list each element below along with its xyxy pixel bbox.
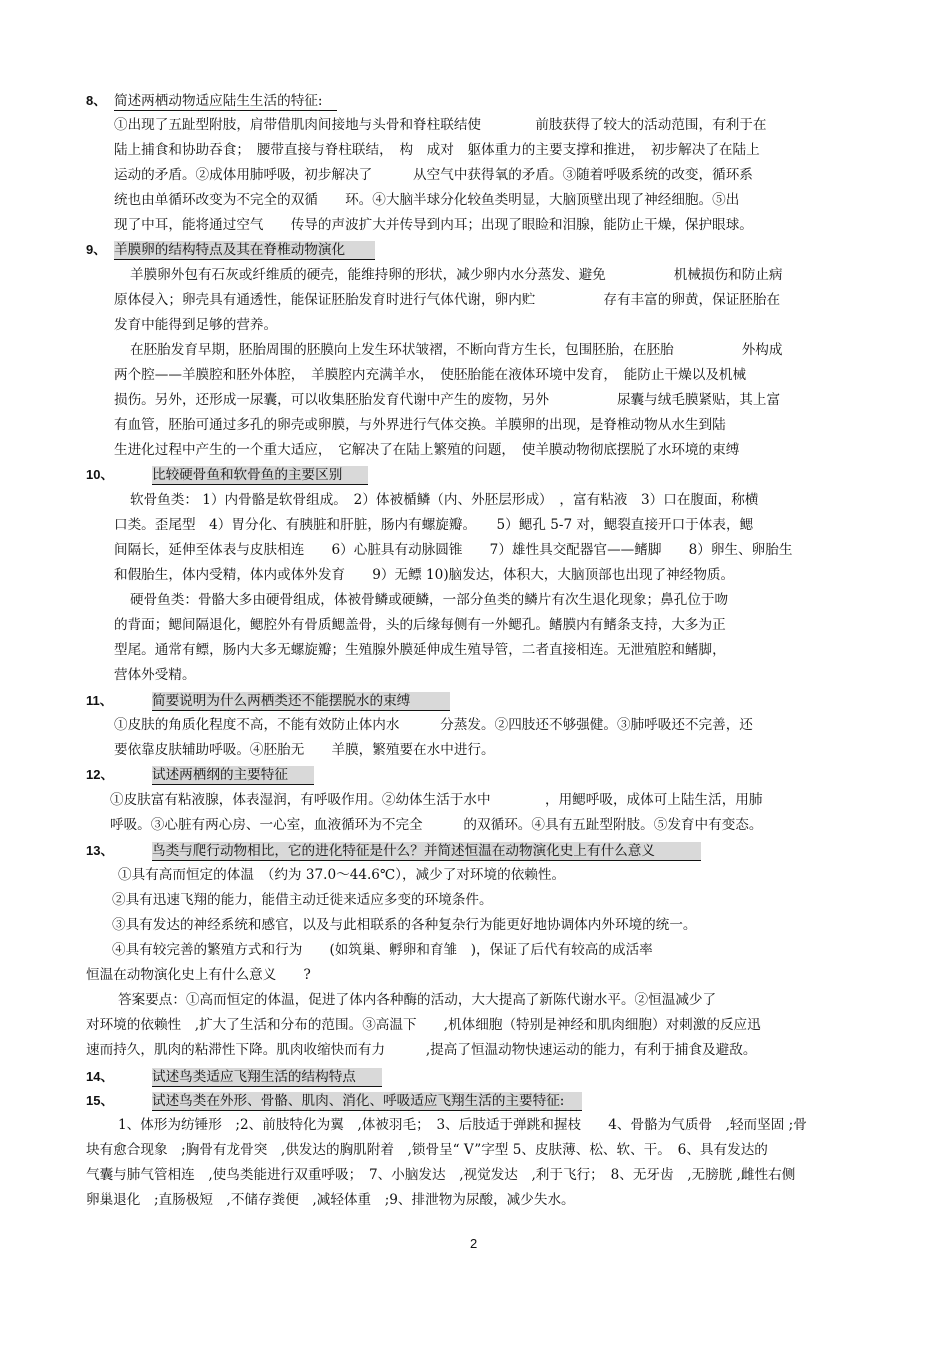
answer-line: 现了中耳，能将通过空气 传导的声波扩大并传导到内耳；出现了眼睑和泪腺，能防止干燥，保护眼球。: [114, 217, 753, 233]
answer-line: 陆上捕食和协助吞食； 腰带直接与脊柱联结， 构 成对 躯体重力的主要支撑和推进， 初步解决了在陆上: [114, 142, 760, 158]
question-title: 比较硬骨鱼和软骨鱼的主要区别: [152, 466, 368, 485]
answer-line: 和假胎生，体内受精，体内或体外发育 9）无鳔 10)脑发达，体积大，大脑顶部也出现了神经物质。: [114, 567, 735, 583]
question-number: 8、: [86, 93, 107, 108]
question-title: 简要说明为什么两栖类还不能摆脱水的束缚: [152, 692, 450, 711]
answer-line: 两个腔——羊膜腔和胚外体腔， 羊膜腔内充满羊水， 使胚胎能在液体环境中发育， 能防止干燥以及机械: [114, 367, 747, 383]
answer-line: 块有愈合现象 ;胸骨有龙骨突 ,供发达的胸肌附着 ,锁骨呈“ V”字型 5、皮肤薄、松、软、干。 6、具有发达的: [86, 1142, 768, 1158]
answer-line: 要依靠皮肤辅助呼吸。④胚胎无 羊膜，繁殖要在水中进行。: [114, 742, 495, 758]
answer-line: 统也由单循环改变为不完全的双循 环。④大脑半球分化较鱼类明显，大脑顶壁出现了神经细胞。⑤出: [114, 192, 740, 208]
answer-line: 恒温在动物演化史上有什么意义 ?: [86, 967, 311, 983]
page-number: 2: [470, 1236, 478, 1251]
answer-line: 运动的矛盾。②成体用肺呼吸，初步解决了 从空气中获得氧的矛盾。③随着呼吸系统的改变，循环系: [114, 167, 753, 183]
answer-line: ②具有迅速飞翔的能力，能借主动迁徙来适应多变的环境条件。: [112, 892, 493, 908]
answer-line: 口类。歪尾型 4）胃分化、有胰脏和肝脏，肠内有螺旋瓣。 5）鳃孔 5-7 对，鳃裂直接开口于体表，鳃: [114, 517, 754, 533]
answer-line: 卵巢退化 ;直肠极短 ,不储存粪便 ,减轻体重 ;9、排泄物为尿酸，减少失水。: [86, 1192, 575, 1208]
question-number: 9、: [86, 242, 107, 257]
answer-line: 营体外受精。: [114, 667, 196, 683]
answer-line: 对环境的依赖性 ,扩大了生活和分布的范围。③高温下 ,机体细胞（特别是神经和肌肉细胞）对刺激的反应迅: [86, 1017, 761, 1033]
question-number: 12、: [86, 767, 114, 782]
question-number: 13、: [86, 843, 114, 858]
answer-line: 硬骨鱼类：骨骼大多由硬骨组成，体被骨鳞或硬鳞，一部分鱼类的鳞片有次生退化现象；鼻孔位于吻: [130, 592, 729, 608]
answer-line: 速而持久，肌肉的粘滞性下降。肌肉收缩快而有力 ,提高了恒温动物快速运动的能力，有利于捕食及避敌。: [86, 1042, 757, 1058]
answer-line: 损伤。另外，还形成一尿囊，可以收集胚胎发育代谢中产生的废物，另外 尿囊与绒毛膜紧贴，其上富: [114, 392, 781, 408]
answer-line: 气囊与肺气管相连 ,使鸟类能进行双重呼吸； 7、小脑发达 ,视觉发达 ,利于飞行； 8、无牙齿 ,无膀胱 ,雌性右侧: [86, 1167, 796, 1183]
answer-line: 生进化过程中产生的一个重大适应， 它解决了在陆上繁殖的问题， 使羊膜动物彻底摆脱了水环境的束缚: [114, 442, 740, 458]
answer-line: 间隔长，延伸至体表与皮肤相连 6）心脏具有动脉圆锥 7）雄性具交配器官——鳍脚 8）卵生、卵胎生: [114, 542, 793, 558]
answer-line: 答案要点：①高而恒定的体温，促进了体内各种酶的活动，大大提高了新陈代谢水平。②恒温减少了: [118, 992, 717, 1008]
question-title: 试述两栖纲的主要特征: [152, 766, 314, 785]
question-title: 简述两栖动物适应陆生生活的特征:: [114, 92, 337, 111]
question-title: 鸟类与爬行动物相比，它的进化特征是什么？并简述恒温在动物演化史上有什么意义: [152, 842, 701, 861]
answer-line: 软骨鱼类： 1）内骨骼是软骨组成。 2）体被楯鳞（内、外胚层形成） ，富有粘液 3）口在腹面，称横: [130, 492, 759, 508]
answer-line: 的背面；鳃间隔退化，鳃腔外有骨质鳃盖骨，头的后缘每侧有一外鳃孔。鳍膜内有鳍条支持，大多为正: [114, 617, 726, 633]
question-title: 羊膜卵的结构特点及其在脊椎动物演化: [114, 241, 375, 260]
answer-line: 有血管，胚胎可通过多孔的卵壳或卵膜，与外界进行气体交换。羊膜卵的出现，是脊椎动物从水生到陆: [114, 417, 726, 433]
answer-line: 1、体形为纺锤形 ;2、前肢特化为翼 ,体被羽毛； 3、后肢适于弹跳和握枝 4、骨骼为气质骨 ,轻而坚固 ;骨: [118, 1117, 807, 1133]
answer-line: 型尾。通常有鳔，肠内大多无螺旋瓣；生殖腺外膜延伸成生殖导管，二者直接相连。无泄殖腔和鳍脚，: [114, 642, 726, 658]
answer-line: 呼吸。③心脏有两心房、一心室，血液循环为不完全 的双循环。④具有五趾型附肢。⑤发育中有变态。: [110, 817, 763, 833]
answer-line: ①皮肤的角质化程度不高，不能有效防止体内水 分蒸发。②四肢还不够强健。③肺呼吸还不完善，还: [114, 717, 753, 733]
question-number: 10、: [86, 467, 114, 482]
question-number: 14、: [86, 1069, 114, 1084]
answer-line: ①出现了五趾型附肢，肩带借肌肉间接地与头骨和脊柱联结使 前肢获得了较大的活动范围，有利于在: [114, 117, 767, 133]
question-number: 11、: [86, 693, 113, 708]
question-title: 试述鸟类在外形、骨骼、肌肉、消化、呼吸适应飞翔生活的主要特征:: [152, 1092, 582, 1111]
answer-line: ③具有发达的神经系统和感官，以及与此相联系的各种复杂行为能更好地协调体内外环境的统一。: [112, 917, 697, 933]
question-number: 15、: [86, 1093, 114, 1108]
answer-line: ①皮肤富有粘液腺，体表湿润，有呼吸作用。②幼体生活于水中 ，用鳃呼吸，成体可上陆生活，用肺: [110, 792, 763, 808]
answer-line: ①具有高而恒定的体温 （约为 37.0～44.6℃），减少了对环境的依赖性。: [118, 867, 566, 883]
answer-line: ④具有较完善的繁殖方式和行为 (如筑巢、孵卵和育雏 )，保证了后代有较高的成活率: [112, 942, 653, 958]
answer-line: 原体侵入；卵壳具有通透性，能保证胚胎发育时进行气体代谢，卵内贮 存有丰富的卵黄，保证胚胎在: [114, 292, 781, 308]
answer-line: 羊膜卵外包有石灰或纤维质的硬壳，能维持卵的形状，减少卵内水分蒸发、避免 机械损伤和防止病: [130, 267, 783, 283]
question-title: 试述鸟类适应飞翔生活的结构特点: [152, 1068, 382, 1087]
answer-line: 在胚胎发育早期，胚胎周围的胚膜向上发生环状皱褶，不断向背方生长，包围胚胎，在胚胎 外构成: [130, 342, 783, 358]
answer-line: 发育中能得到足够的营养。: [114, 317, 278, 333]
